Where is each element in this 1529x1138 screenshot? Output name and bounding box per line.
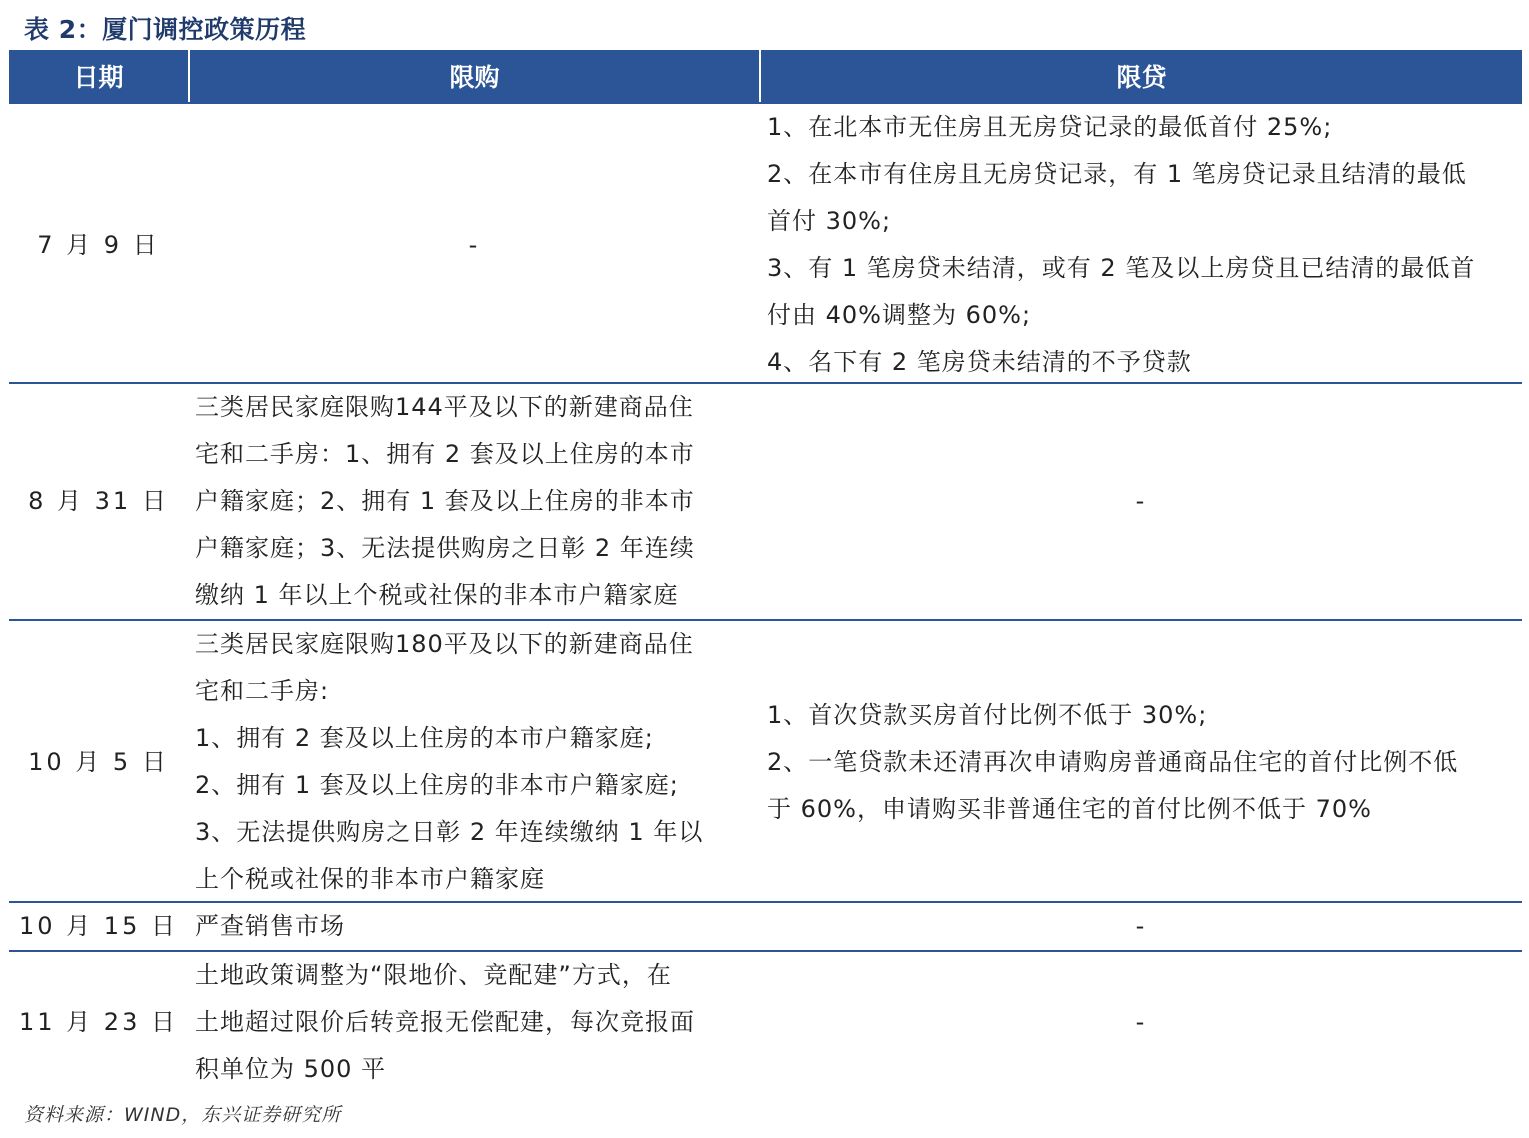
purchase-line: 宅和二手房: [195, 677, 330, 705]
row-loan [759, 104, 1522, 386]
row-purchase [188, 952, 759, 1093]
purchase-line: 宅和二手房：1、拥有 2 套及以上住房的本市 [195, 440, 695, 468]
purchase-line: 2、拥有 1 套及以上住房的非本市户籍家庭; [195, 771, 679, 799]
header-date: 日期 [73, 63, 124, 92]
row-purchase [188, 384, 759, 619]
purchase-line: 上个税或社保的非本市户籍家庭 [195, 865, 545, 893]
purchase-line: 土地政策调整为“限地价、竞配建”方式，在 [195, 961, 672, 989]
loan-line: 首付 30%; [767, 207, 892, 235]
row-purchase [188, 621, 759, 903]
loan-line: 1、首次贷款买房首付比例不低于 30%; [767, 700, 1208, 729]
purchase-line: 土地超过限价后转竞报无偿配建，每次竞报面 [195, 1008, 695, 1036]
policy-table [9, 50, 1522, 1090]
purchase-line: 户籍家庭；3、无法提供购房之日彰 2 年连续 [195, 534, 695, 562]
loan-line: 3、有 1 笔房贷未结清，或有 2 笔及以上房贷且已结清的最低首 [767, 254, 1476, 282]
row-loan [759, 621, 1522, 903]
row-loan: - [1135, 487, 1146, 515]
table-row [9, 950, 1522, 1090]
header-loan-limit: 限贷 [759, 50, 1522, 102]
purchase-line: 缴纳 1 年以上个税或社保的非本市户籍家庭 [195, 581, 679, 609]
row-loan: - [1135, 912, 1146, 940]
table-title: 表 2：厦门调控政策历程 [24, 15, 307, 44]
loan-line: 2、在本市有住房且无房贷记录，有 1 笔房贷记录且结清的最低 [767, 160, 1467, 188]
row-date: 11 月 23 日 [19, 1008, 178, 1036]
purchase-line: 严查销售市场 [195, 912, 345, 940]
loan-line: 付由 40%调整为 60%; [767, 301, 1032, 329]
row-purchase [188, 903, 759, 950]
row-date: 8 月 31 日 [28, 487, 169, 515]
table-header [9, 50, 1522, 102]
row-date: 10 月 5 日 [28, 747, 169, 776]
loan-line: 1、在北本市无住房且无房贷记录的最低首付 25%; [767, 113, 1333, 141]
table-row [9, 901, 1522, 950]
loan-line: 4、名下有 2 笔房贷未结清的不予贷款 [767, 348, 1192, 376]
table-row [9, 382, 1522, 619]
table-row [9, 102, 1522, 382]
loan-line: 2、一笔贷款未还清再次申请购房普通商品住宅的首付比例不低 [767, 747, 1459, 776]
source-note: 资料来源：WIND，东兴证券研究所 [24, 1104, 342, 1126]
purchase-line: 三类居民家庭限购180平及以下的新建商品住 [195, 630, 694, 658]
row-date: 7 月 9 日 [37, 230, 160, 259]
table-row [9, 619, 1522, 901]
row-date: 10 月 15 日 [19, 912, 178, 940]
loan-line: 于 60%，申请购买非普通住宅的首付比例不低于 70% [767, 794, 1372, 823]
row-loan: - [1135, 1008, 1146, 1036]
row-purchase: - [468, 230, 479, 259]
purchase-line: 户籍家庭；2、拥有 1 套及以上住房的非本市 [195, 487, 695, 515]
purchase-line: 三类居民家庭限购144平及以下的新建商品住 [195, 393, 694, 421]
header-purchase-limit: 限购 [188, 50, 759, 102]
purchase-line: 3、无法提供购房之日彰 2 年连续缴纳 1 年以 [195, 818, 704, 846]
purchase-line: 积单位为 500 平 [195, 1055, 387, 1083]
purchase-line: 1、拥有 2 套及以上住房的本市户籍家庭; [195, 724, 654, 752]
